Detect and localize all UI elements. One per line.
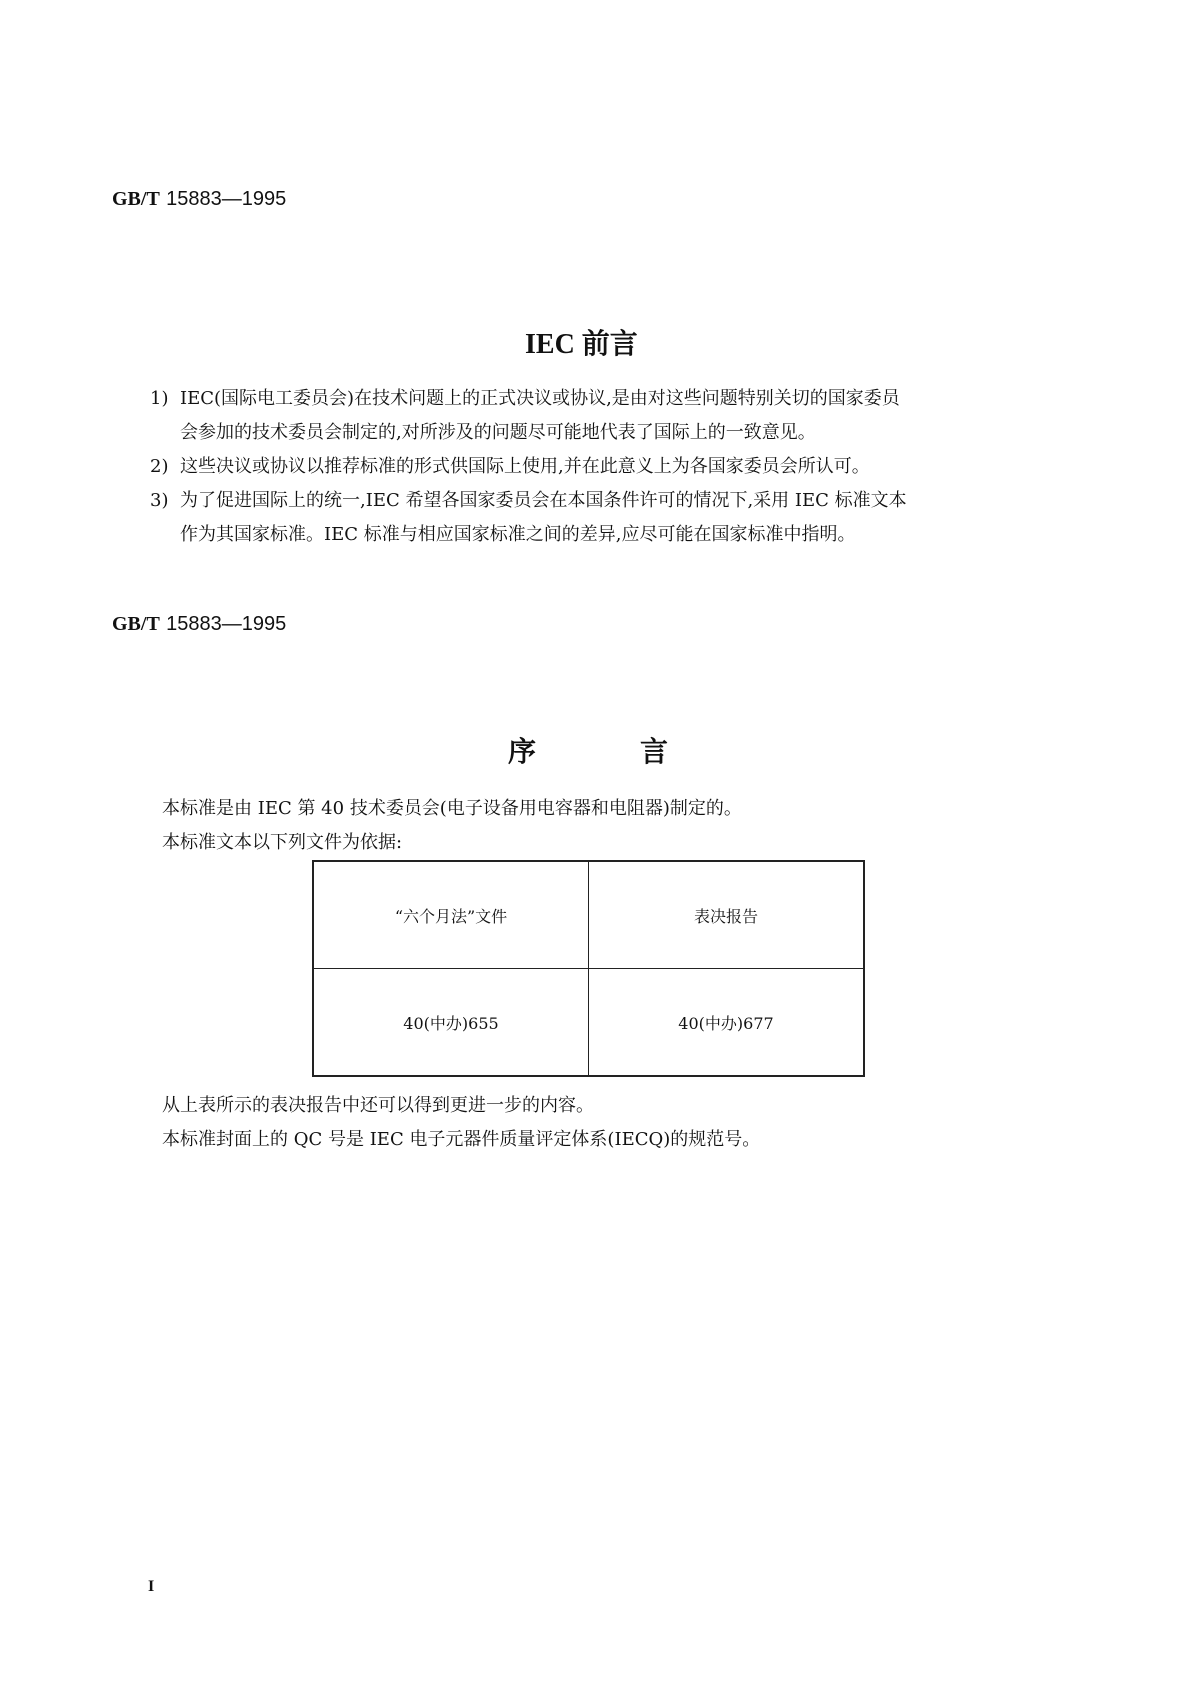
standard-code-section [112, 611, 286, 636]
item-text: 会参加的技术委员会制定的,对所涉及的问题尽可能地代表了国际上的一致意见。 [180, 422, 816, 443]
preface-title [508, 730, 536, 770]
iec-foreword-item-1-cont [150, 416, 907, 450]
standard-prefix: GB/T [112, 188, 160, 210]
preface-title-char-1: 序 [508, 737, 537, 768]
item-text: IEC(国际电工委员会)在技术问题上的正式决议或协议,是由对这些问题特别关切的国家委员 [180, 388, 900, 409]
table-row [313, 969, 864, 1077]
item-text: 这些决议或协议以推荐标准的形式供国际上使用,并在此意义上为各国家委员会所认可。 [180, 456, 870, 477]
preface-paragraph-1: 本标准是由 IEC 第 40 技术委员会(电子设备用电容器和电阻器)制定的。 [162, 798, 742, 819]
standard-number: 15883—1995 [166, 613, 287, 635]
preface-title-char-2: 言 [640, 737, 669, 768]
item-text: 为了促进国际上的统一,IEC 希望各国家委员会在本国条件许可的情况下,采用 IEC 标准文本 [180, 490, 907, 511]
preface-paragraph-4: 本标准封面上的 QC 号是 IEC 电子元器件质量评定体系(IECQ)的规范号。 [162, 1129, 761, 1150]
table-cell: 40(中办)677 [589, 969, 865, 1077]
standard-number: 15883—1995 [166, 188, 287, 210]
iec-foreword-item-1 [150, 382, 907, 416]
item-text: 作为其国家标准。IEC 标准与相应国家标准之间的差异,应尽可能在国家标准中指明。 [180, 524, 856, 545]
table-header-cell: “六个月法”文件 [313, 861, 589, 969]
iec-foreword-list [150, 382, 907, 552]
iec-foreword-item-2 [150, 450, 907, 484]
iec-foreword-title: IEC 前言 [525, 329, 638, 360]
iec-foreword-item-3-cont [150, 518, 907, 552]
preface-title-2 [640, 730, 668, 770]
item-number: 2) [150, 456, 169, 477]
preface-paragraph-3: 从上表所示的表决报告中还可以得到更进一步的内容。 [162, 1095, 594, 1116]
table-header-row [313, 861, 864, 969]
item-number: 1) [150, 388, 169, 409]
iec-foreword-item-3 [150, 484, 907, 518]
table-header-cell: 表决报告 [589, 861, 865, 969]
page-number: I [148, 1578, 155, 1595]
standard-code-header [112, 186, 286, 211]
basis-documents-table [312, 860, 865, 1077]
item-number: 3) [150, 490, 169, 511]
preface-paragraph-2: 本标准文本以下列文件为依据: [162, 832, 403, 853]
standard-prefix: GB/T [112, 613, 160, 635]
table-cell: 40(中办)655 [313, 969, 589, 1077]
